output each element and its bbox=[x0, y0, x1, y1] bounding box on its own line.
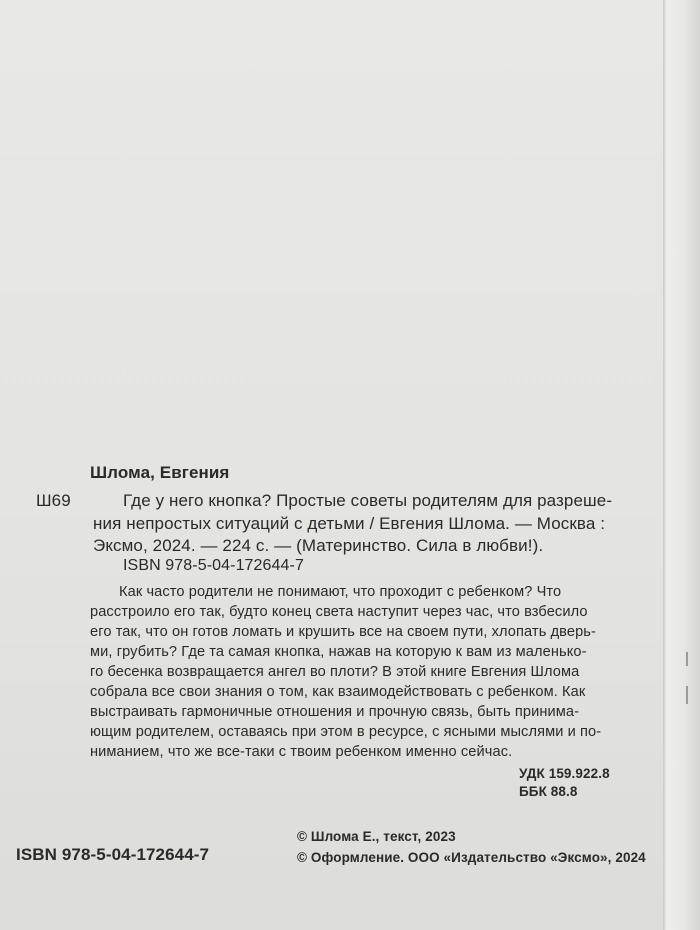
isbn-footer: ISBN 978-5-04-172644-7 bbox=[16, 845, 210, 864]
bibliographic-line: Где у него кнопка? Простые советы родителям для разреше- bbox=[123, 491, 613, 510]
annotation-line: выстраивать гармоничные отношения и прочную связь, быть принима- bbox=[90, 704, 580, 720]
edge-mark bbox=[686, 686, 688, 704]
isbn-main: ISBN 978-5-04-172644-7 bbox=[123, 557, 304, 574]
copyright-line: © Шлома Е., текст, 2023 bbox=[297, 829, 456, 844]
author-heading: Шлома, Евгения bbox=[90, 463, 230, 482]
bibliographic-line: Эксмо, 2024. — 224 с. — (Материнство. Сила в любви!). bbox=[93, 536, 544, 555]
udk-code: УДК 159.922.8 bbox=[519, 766, 610, 781]
annotation-line: ми, грубить? Где та самая кнопка, нажав на которую к вам из маленько- bbox=[90, 644, 587, 660]
annotation-line: расстроило его так, будто конец света наступит через час, что взбесило bbox=[90, 604, 588, 620]
catalog-code: Ш69 bbox=[36, 491, 71, 510]
bbk-code: ББК 88.8 bbox=[519, 784, 578, 799]
annotation-line: ющим родителем, оставаясь при этом в ресурсе, с ясными мыслями и по- bbox=[90, 724, 602, 740]
page-stack-edge bbox=[663, 0, 700, 930]
annotation-line: Как часто родители не понимают, что проходит с ребенком? Что bbox=[119, 584, 562, 600]
annotation-line: го бесенка возвращается ангел во плоти? В этой книге Евгения Шлома bbox=[90, 664, 580, 680]
annotation-line: собрала все свои знания о том, как взаимодействовать с ребенком. Как bbox=[90, 684, 586, 700]
edge-mark bbox=[686, 652, 688, 666]
annotation-line: ниманием, что же все-таки с твоим ребенком именно сейчас. bbox=[90, 744, 513, 760]
annotation-line: его так, что он готов ломать и крушить все на своем пути, хлопать дверь- bbox=[90, 624, 596, 640]
bibliographic-line: ния непростых ситуаций с детьми / Евгения Шлома. — Москва : bbox=[93, 514, 606, 533]
copyright-line: © Оформление. ООО «Издательство «Эксмо», 2024 bbox=[297, 850, 646, 865]
